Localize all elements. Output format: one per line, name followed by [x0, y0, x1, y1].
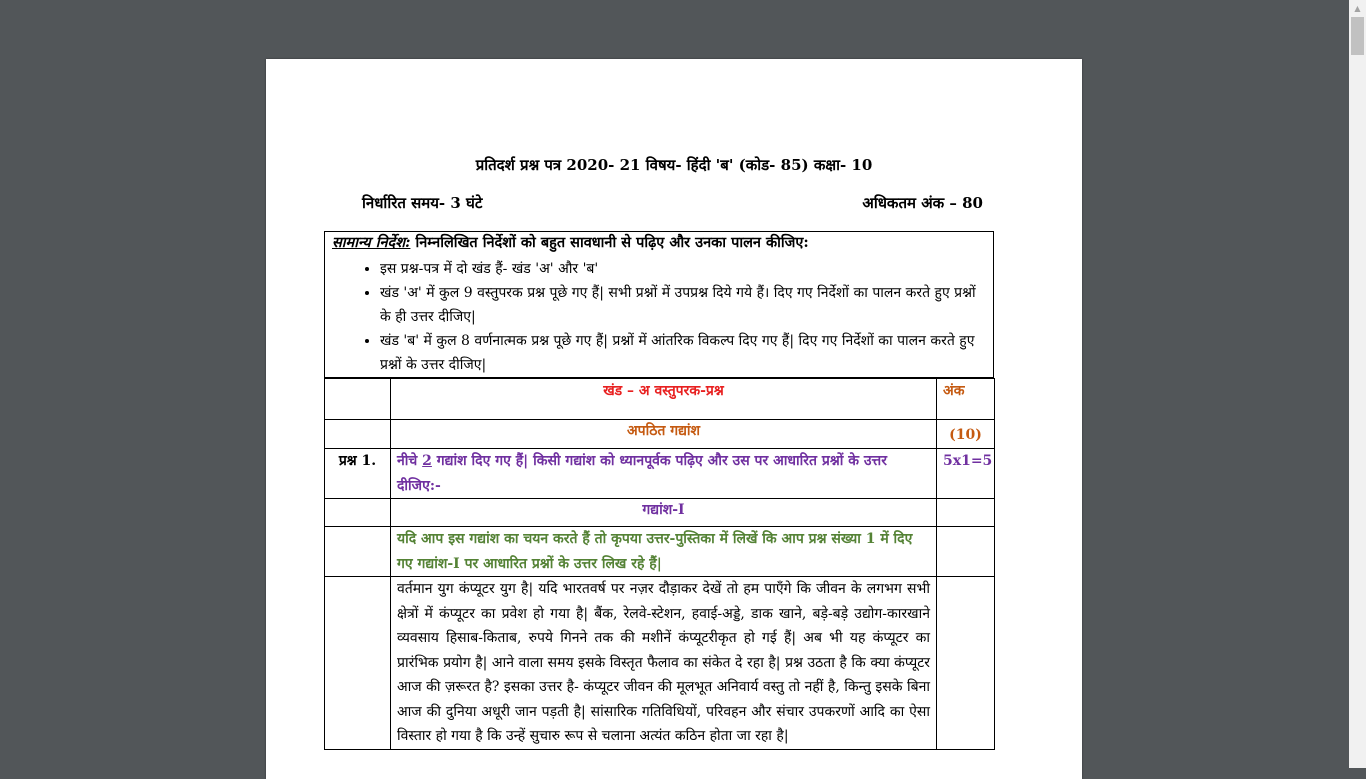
- instruction-item: • खंड 'अ' में कुल 9 वस्तुपरक प्रश्न पूछे गए हैं| सभी प्रश्नों में उपप्रश्न दिये गये हैं। दिए गए निर्देशों का पालन करते हुए प्रश्नों के ही उत्तर दीजिए|: [380, 281, 983, 329]
- empty-cell: [325, 577, 391, 750]
- unseen-passage-heading: अपठित गद्यांश: [391, 420, 937, 449]
- empty-cell: [937, 577, 995, 750]
- marks-header: अंक: [937, 379, 995, 420]
- time-allowed: निर्धारित समय- 3 घंटे: [362, 194, 483, 212]
- empty-cell: [325, 379, 391, 420]
- table-row: [325, 379, 995, 420]
- empty-cell: [325, 527, 391, 577]
- empty-cell: [937, 527, 995, 577]
- passage-heading: गद्यांश-I: [391, 499, 937, 527]
- table-row: [325, 577, 995, 750]
- instructions-heading-text: निम्नलिखित निर्देशों को बहुत सावधानी से पढ़िए और उनका पालन कीजिए:: [410, 234, 809, 251]
- question-1-marks: 5x1=5: [937, 449, 995, 499]
- q1-text-post: गद्यांश दिए गए हैं| किसी गद्यांश को ध्यानपूर्वक पढ़िए और उस पर आधारित प्रश्नों के उत्तर दीजिए:-: [397, 453, 887, 494]
- passage-note: यदि आप इस गद्यांश का चयन करते हैं तो कृपया उत्तर-पुस्तिका में लिखें कि आप प्रश्न संख्या 1 में दिए गए गद्यांश-I पर आधारित प्रश्नों के उत्तर लिख रहे हैं|: [391, 527, 937, 577]
- table-row: [325, 527, 995, 577]
- empty-cell: [325, 420, 391, 449]
- maximum-marks: अधिकतम अंक – 80: [862, 194, 983, 212]
- paper-title: प्रतिदर्श प्रश्न पत्र 2020- 21 विषय- हिंदी 'ब' (कोड- 85) कक्षा- 10: [475, 156, 873, 174]
- instructions-list: [332, 257, 983, 377]
- empty-cell: [325, 499, 391, 527]
- instruction-item: • खंड 'ब' में कुल 8 वर्णनात्मक प्रश्न पूछे गए हैं| प्रश्नों में आंतरिक विकल्प दिए गए हैं| दिए गए निर्देशों का पालन करते हुए प्रश्नों के उत्तर दीजिए|: [380, 329, 983, 377]
- table-row: [325, 499, 995, 527]
- vertical-scrollbar[interactable]: [1349, 0, 1366, 768]
- section-title: खंड – अ वस्तुपरक-प्रश्न: [391, 379, 937, 420]
- question-1-text: [391, 449, 937, 499]
- scroll-thumb[interactable]: [1351, 17, 1364, 55]
- document-page: [266, 59, 1082, 779]
- scroll-up-arrow-icon[interactable]: ▲: [1354, 4, 1361, 13]
- instructions-heading: [332, 233, 983, 253]
- table-row: [325, 420, 995, 449]
- empty-cell: [937, 499, 995, 527]
- question-table: [324, 378, 995, 750]
- general-instructions-box: [324, 231, 994, 378]
- table-row: [325, 449, 995, 499]
- passage-text: वर्तमान युग कंप्यूटर युग है| यदि भारतवर्ष पर नज़र दौड़ाकर देखें तो हम पाएँगे कि जीवन के लगभग सभी क्षेत्रों में कंप्यूटर का प्रवेश हो गया है| बैंक, रेलवे-स्टेशन, हवाई-अड्डे, डाक खाने, बड़े-बड़े उद्योग-कारखाने व्यवसाय हिसाब-किताब, रुपये गिनने तक की मशीनें कंप्यूटरीकृत हो गई हैं| अब भी यह कंप्यूटर का प्रारंभिक प्रयोग है| आने वाला समय इसके विस्तृत फैलाव का संकेत दे रहा है| प्रश्न उठता है कि क्या कंप्यूटर आज की ज़रूरत है? इसका उत्तर है- कंप्यूटर जीवन की मूलभूत अनिवार्य वस्तु तो नहीं है, किन्तु इसके बिना आज की दुनिया अधूरी जान पड़ती है| सांसारिक गतिविधियों, परिवहन और संचार उपकरणों आदि का ऐसा विस्तार हो गया है कि उन्हें सुचारु रूप से चलाना अत्यंत कठिन होता जा रहा है|: [391, 577, 937, 750]
- unseen-passage-marks: (10): [937, 420, 995, 449]
- q1-passage-count: 2: [422, 453, 432, 469]
- instructions-label: सामान्य निर्देश:: [332, 234, 411, 251]
- instruction-item: • इस प्रश्न-पत्र में दो खंड हैं- खंड 'अ' और 'ब': [380, 257, 983, 281]
- q1-text-pre: नीचे: [397, 453, 423, 469]
- question-number: प्रश्न 1.: [325, 449, 391, 499]
